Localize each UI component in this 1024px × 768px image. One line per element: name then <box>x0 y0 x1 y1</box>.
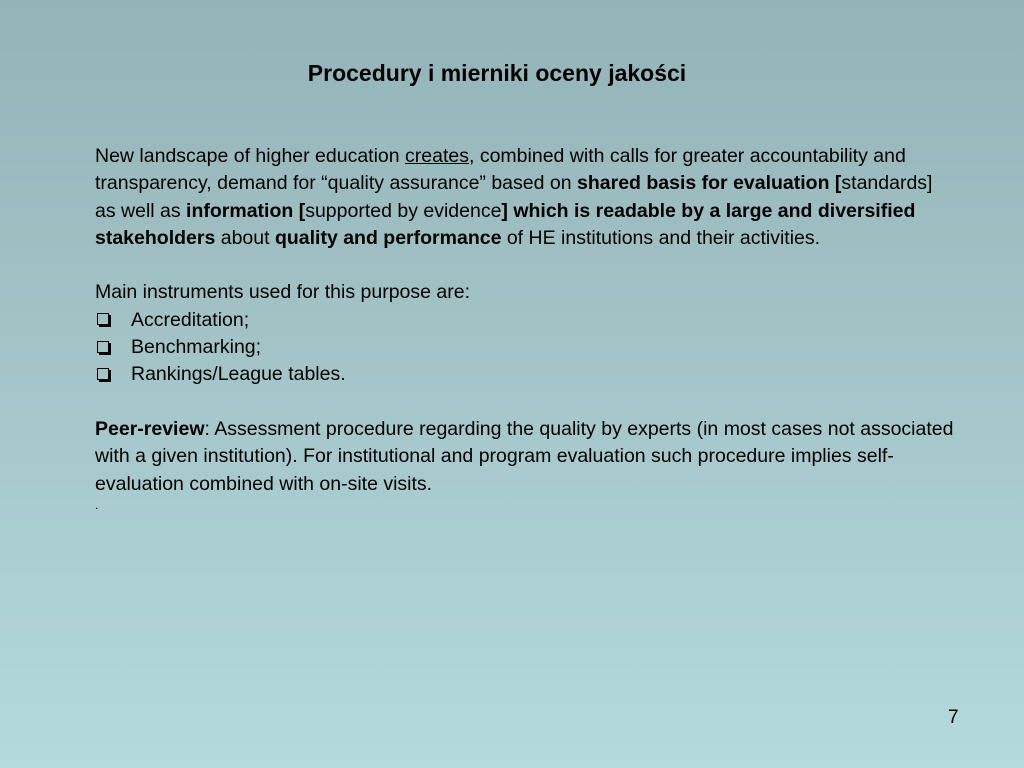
checkbox-bullet-icon <box>97 368 109 380</box>
intro-segment-1: creates <box>405 145 469 167</box>
trailing-dot: . <box>95 497 99 512</box>
instruments-intro: Main instruments used for this purpose are: <box>95 281 471 304</box>
list-item-label: Accreditation; <box>131 308 250 331</box>
intro-segment-8: about <box>215 226 275 249</box>
intro-segment-6: supported by evidence <box>305 199 502 222</box>
spacer <box>95 389 955 416</box>
slide-title: Procedury i mierniki oceny jakości <box>307 60 687 86</box>
intro-paragraph <box>95 143 955 252</box>
list-item <box>95 334 955 361</box>
list-item <box>95 307 955 334</box>
list-item-label: Rankings/League tables. <box>131 363 346 386</box>
peer-review-definition: : Assessment procedure regarding the quality by experts (in most cases not associated with a given institution). For institutional and program evaluation such procedure implies self-evaluation combined with on-site visits. <box>95 417 954 495</box>
intro-segment-4: standards] as well as <box>95 172 933 222</box>
intro-segment-10: of HE institutions and their activities. <box>501 226 821 249</box>
spacer <box>95 252 955 279</box>
intro-segment-2: , combined with calls for greater accountability and transparency, demand for “quality assurance” based on <box>95 145 906 195</box>
intro-segment-3: shared basis for evaluation [ <box>577 172 842 195</box>
peer-review-paragraph <box>95 416 955 498</box>
slide-body <box>95 143 955 512</box>
intro-segment-5: information [ <box>186 199 306 222</box>
checkbox-bullet-icon <box>97 313 109 325</box>
list-item-label: Benchmarking; <box>131 336 262 359</box>
list-item <box>95 361 955 388</box>
intro-segment-9: quality and performance <box>274 226 502 249</box>
intro-segment-0: New landscape of higher education <box>95 145 406 167</box>
checkbox-bullet-icon <box>97 341 109 353</box>
page-number: 7 <box>948 707 959 728</box>
intro-segment-7: ] which is readable by a large and diversified stakeholders <box>95 199 916 249</box>
peer-review-term: Peer-review <box>95 417 205 440</box>
